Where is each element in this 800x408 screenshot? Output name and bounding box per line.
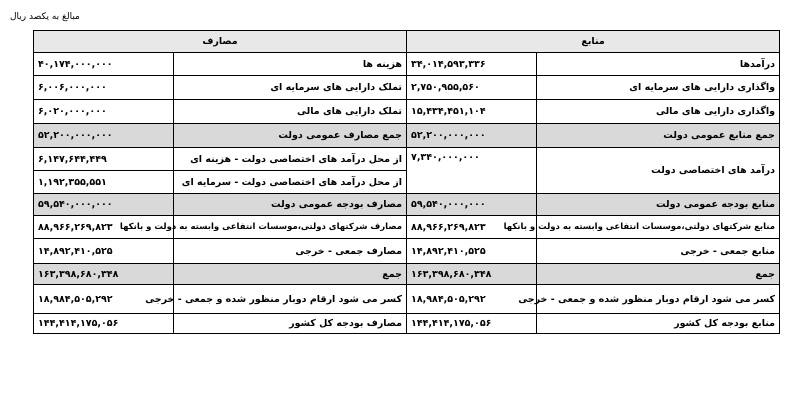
resource-label: جمع [537,264,780,285]
budget-table [33,30,780,334]
resource-label: درآمد های اختصاصی دولت [537,148,780,194]
expense-label: هزینه ها [174,53,407,76]
expense-value: ۱۴,۸۹۲,۴۱۰,۵۲۵ [34,239,174,264]
resource-label: منابع بودجه عمومی دولت [537,194,780,216]
resource-label: واگذاری دارایی های مالی [537,100,780,124]
expense-value: ۵۹,۵۴۰,۰۰۰,۰۰۰ [34,194,174,216]
expense-label: تملک دارایی های سرمایه ای [174,76,407,100]
resources-header: منابع [407,31,780,53]
resource-value: ۵۹,۵۴۰,۰۰۰,۰۰۰ [407,194,537,216]
expense-value: ۱۴۴,۴۱۴,۱۷۵,۰۵۶ [34,314,174,334]
table-row [34,285,780,314]
table-row [34,100,780,124]
expense-value: ۶,۰۲۰,۰۰۰,۰۰۰ [34,100,174,124]
expense-label: مصارف بودجه کل کشور [174,314,407,334]
total-row [34,264,780,285]
expense-label: کسر می شود ارقام دوبار منظور شده و جمعی - خرجی [174,285,407,314]
expense-value: ۱۸,۹۸۴,۵۰۵,۲۹۲ [34,285,174,314]
expense-label: مصارف بودجه عمومی دولت [174,194,407,216]
expense-value: ۱۶۳,۳۹۸,۶۸۰,۳۴۸ [34,264,174,285]
expense-value: ۵۲,۲۰۰,۰۰۰,۰۰۰ [34,124,174,148]
table-row [34,53,780,76]
subtotal-row [34,194,780,216]
resource-label: منابع جمعی - خرجی [537,239,780,264]
expense-label: مصارف شرکتهای دولتی،موسسات انتفاعی وابسته به دولت و بانکها [174,216,407,239]
expense-label: جمع [174,264,407,285]
resource-value: ۱۴,۸۹۲,۴۱۰,۵۲۵ [407,239,537,264]
header-row [34,31,780,53]
resource-label: واگذاری دارایی های سرمایه ای [537,76,780,100]
resource-label: کسر می شود ارقام دوبار منظور شده و جمعی - خرجی [537,285,780,314]
resource-label: جمع منابع عمومی دولت [537,124,780,148]
subtotal-row [34,124,780,148]
expense-label: مصارف جمعی - خرجی [174,239,407,264]
table-row [34,76,780,100]
resource-label: درآمدها [537,53,780,76]
expense-value: ۱,۱۹۲,۳۵۵,۵۵۱ [34,171,174,194]
resource-value: ۸۸,۹۶۶,۲۶۹,۸۲۳ [407,216,537,239]
resource-value: ۱۶۳,۳۹۸,۶۸۰,۳۴۸ [407,264,537,285]
table-row [34,314,780,334]
resource-value: ۱۵,۴۳۴,۴۵۱,۱۰۴ [407,100,537,124]
table-row [34,148,780,171]
resource-value: ۵۲,۲۰۰,۰۰۰,۰۰۰ [407,124,537,148]
table-row [34,239,780,264]
expense-label: جمع مصارف عمومی دولت [174,124,407,148]
expenses-header: مصارف [34,31,407,53]
expense-value: ۶,۱۴۷,۶۴۴,۴۴۹ [34,148,174,171]
expense-value: ۶,۰۰۶,۰۰۰,۰۰۰ [34,76,174,100]
expense-value: ۸۸,۹۶۶,۲۶۹,۸۲۳ [34,216,174,239]
resource-value: ۷,۳۴۰,۰۰۰,۰۰۰ [407,148,537,194]
resource-value: ۳۴,۰۱۴,۵۹۳,۳۳۶ [407,53,537,76]
expense-value: ۴۰,۱۷۴,۰۰۰,۰۰۰ [34,53,174,76]
unit-note: مبالغ به یکصد ریال [10,12,80,22]
resource-value: ۱۸,۹۸۴,۵۰۵,۲۹۲ [407,285,537,314]
expense-label: از محل درآمد های اختصاصی دولت - هزینه ای [174,148,407,171]
resource-label: منابع بودجه کل کشور [537,314,780,334]
resource-value: ۱۴۴,۴۱۴,۱۷۵,۰۵۶ [407,314,537,334]
expense-label: تملک دارایی های مالی [174,100,407,124]
table-row [34,216,780,239]
expense-label: از محل درآمد های اختصاصی دولت - سرمایه ای [174,171,407,194]
resource-label: منابع شرکتهای دولتی،موسسات انتفاعی وابسته به دولت و بانکها [537,216,780,239]
resource-value: ۲,۷۵۰,۹۵۵,۵۶۰ [407,76,537,100]
